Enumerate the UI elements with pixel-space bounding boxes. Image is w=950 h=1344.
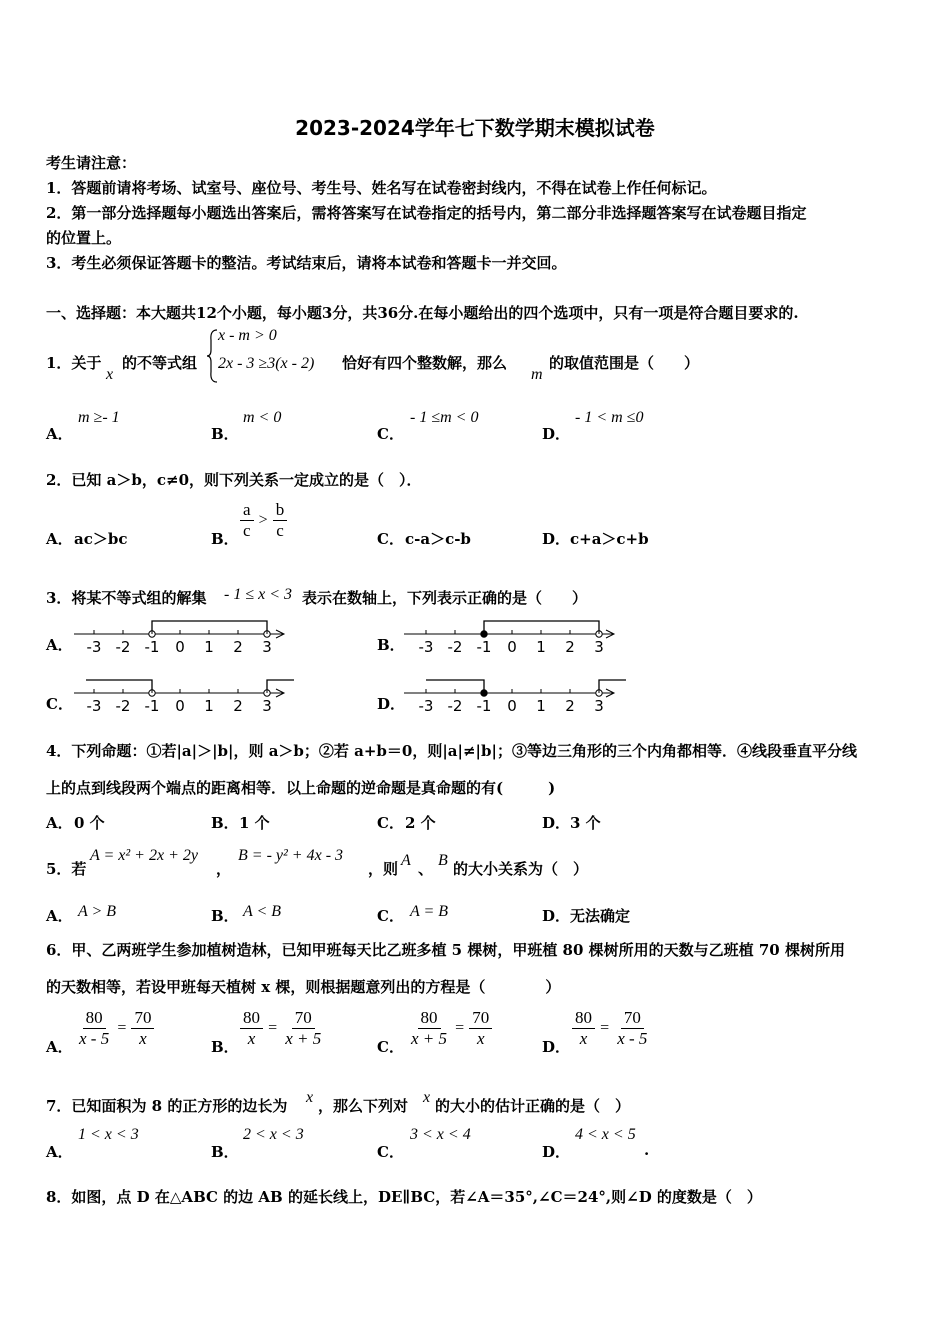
- notice-item-3: 3．考生必须保证答题卡的整洁。考试结束后，请将本试卷和答题卡一并交回。: [46, 254, 567, 272]
- q2-option-b-label[interactable]: B．: [211, 530, 239, 548]
- q5-expr-a: A = x² + 2x + 2y: [90, 847, 198, 864]
- tick-label: -1: [476, 697, 492, 715]
- tick-label: 3: [262, 638, 272, 656]
- q8-stem: 8．如图，点 D 在△ABC 的边 AB 的延长线上，DE∥BC，若∠A＝35°,∠C＝24°,则∠D 的度数是（ ）: [46, 1188, 762, 1206]
- q1-system-line2: 2x - 3 ≥3(x - 2): [218, 355, 315, 372]
- q6-stem-line1: 6．甲、乙两班学生参加植树造林，已知甲班每天比乙班多植 5 棵树，甲班植 80 棵树所用的天数与乙班植 70 棵树所用: [46, 941, 845, 959]
- q3-numberline-d: [400, 673, 630, 717]
- tick-label: 0: [507, 638, 517, 656]
- q5-var-b: B: [438, 852, 448, 869]
- tick-label: 1: [204, 697, 214, 715]
- tick-label: 1: [536, 697, 546, 715]
- q2-option-d-label[interactable]: D．: [542, 530, 571, 548]
- q7-option-c-label[interactable]: C．: [377, 1143, 404, 1161]
- q7-prefix: 7．已知面积为 8 的正方形的边长为: [46, 1097, 288, 1115]
- q1-option-d-label[interactable]: D．: [542, 425, 571, 443]
- q5-option-d: 无法确定: [570, 907, 631, 925]
- notice-heading: 考生请注意：: [46, 154, 137, 172]
- notice-item-2-cont: 的位置上。: [46, 229, 122, 247]
- q5-prefix: 5．若: [46, 860, 87, 878]
- q3-option-a-label[interactable]: A．: [46, 636, 73, 654]
- q6-stem-line2: 的天数相等，若设甲班每天植树 x 棵，则根据题意列出的方程是（ ）: [46, 978, 561, 996]
- q5-option-d-label[interactable]: D．: [542, 907, 571, 925]
- q4-stem-line2: 上的点到线段两个端点的距离相等．以上命题的逆命题是真命题的有( ): [46, 779, 556, 797]
- tick-label: 2: [233, 638, 243, 656]
- q3-numberline-a: [70, 614, 295, 658]
- q5-option-b-label[interactable]: B．: [211, 907, 239, 925]
- q7-period: .: [644, 1141, 650, 1159]
- q7-var-x2: x: [423, 1089, 431, 1106]
- q5-option-a-label[interactable]: A．: [46, 907, 73, 925]
- q5-comma: ，: [216, 860, 232, 878]
- q5-expr-b: B = - y² + 4x - 3: [238, 847, 344, 864]
- tick-label: -2: [447, 638, 463, 656]
- q7-suffix: 的大小的估计正确的是（ ）: [435, 1097, 631, 1115]
- q6-option-a-label[interactable]: A．: [46, 1038, 73, 1056]
- q7-option-b: 2 < x < 3: [243, 1126, 304, 1143]
- q7-mid: ，那么下列对: [318, 1097, 409, 1115]
- q2-option-d: c+a＞c+b: [570, 530, 649, 548]
- tick-label: -3: [86, 697, 102, 715]
- section-heading: 一、选择题：本大题共12个小题，每小题3分，共36分.在每小题给出的四个选项中，只有一项是符合题目要求的.: [46, 304, 799, 322]
- q3-stem-a: 3．将某不等式组的解集: [46, 589, 207, 607]
- tick-label: -3: [418, 638, 434, 656]
- tick-label: -1: [144, 697, 160, 715]
- tick-label: 0: [507, 697, 517, 715]
- q1-suffix: 的取值范围是（ ）: [549, 354, 700, 372]
- q3-option-d-label[interactable]: D．: [377, 695, 406, 713]
- tick-label: -2: [447, 697, 463, 715]
- q5-mid: ，则: [368, 860, 399, 878]
- q1-var-m: m: [531, 366, 543, 383]
- q1-prefix: 1．关于: [46, 354, 102, 372]
- q5-suffix: 的大小关系为（ ）: [453, 860, 589, 878]
- q5-option-c: A = B: [410, 903, 449, 920]
- q6-option-d: $\frac{80}{x}$ = $\frac{70}{x - 5}$: [572, 1008, 650, 1049]
- q3-numberline-c: [70, 673, 300, 717]
- tick-label: 3: [594, 697, 604, 715]
- q5-sep: 、: [418, 860, 434, 878]
- q1-option-a: m ≥- 1: [78, 409, 120, 426]
- notice-item-2: 2．第一部分选择题每小题选出答案后，需将答案写在试卷指定的括号内，第二部分非选择题答案写在试卷题目指定: [46, 204, 807, 222]
- q3-stem-b: 表示在数轴上，下列表示正确的是（ ）: [302, 589, 588, 607]
- tick-label: 1: [204, 638, 214, 656]
- q6-option-a: $\frac{80}{x - 5}$ = $\frac{70}{x}$: [76, 1008, 154, 1049]
- q7-option-d: 4 < x < 5: [575, 1126, 636, 1143]
- q2-option-a: ac＞bc: [74, 530, 128, 548]
- q2-option-a-label[interactable]: A．: [46, 530, 73, 548]
- q5-option-b: A < B: [243, 903, 282, 920]
- tick-label: 0: [175, 638, 185, 656]
- tick-label: -3: [86, 638, 102, 656]
- q2-option-b: $\frac{a}{c}$ > $\frac{b}{c}$: [240, 500, 287, 541]
- q1-var-x: x: [106, 366, 114, 383]
- q7-option-c: 3 < x < 4: [410, 1126, 471, 1143]
- q5-option-c-label[interactable]: C．: [377, 907, 404, 925]
- q7-option-a: 1 < x < 3: [78, 1126, 139, 1143]
- q3-option-b-label[interactable]: B．: [377, 636, 405, 654]
- q5-var-a: A: [401, 852, 411, 869]
- q4-option-a: 0 个: [74, 814, 105, 832]
- tick-label: 0: [175, 697, 185, 715]
- q1-option-c: - 1 ≤m < 0: [410, 409, 479, 426]
- q3-numberline-b: [400, 614, 625, 658]
- tick-label: 2: [565, 638, 575, 656]
- q6-option-d-label[interactable]: D．: [542, 1038, 571, 1056]
- q4-option-a-label[interactable]: A．: [46, 814, 73, 832]
- q6-option-c: $\frac{80}{x + 5}$ = $\frac{70}{x}$: [408, 1008, 492, 1049]
- q4-option-d-label[interactable]: D．: [542, 814, 571, 832]
- q1-system-line1: x - m > 0: [218, 327, 277, 344]
- q7-option-b-label[interactable]: B．: [211, 1143, 239, 1161]
- q1-option-d: - 1 < m ≤0: [575, 409, 644, 426]
- q1-mid2: 恰好有四个整数解，那么: [342, 354, 508, 372]
- q1-option-c-label[interactable]: C．: [377, 425, 404, 443]
- notice-item-1: 1．答题前请将考场、试室号、座位号、考生号、姓名写在试卷密封线内，不得在试卷上作任何标记。: [46, 179, 717, 197]
- tick-label: 2: [565, 697, 575, 715]
- tick-label: 3: [262, 697, 272, 715]
- q4-option-d: 3 个: [570, 814, 601, 832]
- q5-option-a: A > B: [78, 903, 117, 920]
- q2-option-c-label[interactable]: C．: [377, 530, 404, 548]
- q1-mid: 的不等式组: [122, 354, 198, 372]
- tick-label: -1: [144, 638, 160, 656]
- tick-label: 1: [536, 638, 546, 656]
- q6-option-b: $\frac{80}{x}$ = $\frac{70}{x + 5}$: [240, 1008, 324, 1049]
- tick-label: -2: [115, 697, 131, 715]
- q4-stem-line1: 4．下列命题：①若|a|＞|b|，则 a＞b；②若 a+b＝0，则|a|≠|b|；③等边三角形的三个内角都相等．④线段垂直平分线: [46, 742, 857, 760]
- q2-stem: 2．已知 a＞b，c≠0，则下列关系一定成立的是（ ）．: [46, 471, 422, 489]
- q7-option-a-label[interactable]: A．: [46, 1143, 73, 1161]
- q3-option-c-label[interactable]: C．: [46, 695, 73, 713]
- q4-option-c: 2 个: [405, 814, 436, 832]
- tick-label: -1: [476, 638, 492, 656]
- tick-label: -2: [115, 638, 131, 656]
- q1-option-a-label[interactable]: A．: [46, 425, 73, 443]
- q1-option-b: m < 0: [243, 409, 282, 426]
- q1-option-b-label[interactable]: B．: [211, 425, 239, 443]
- page-title: 2023-2024学年七下数学期末模拟试卷: [295, 116, 655, 140]
- q6-option-b-label[interactable]: B．: [211, 1038, 239, 1056]
- tick-label: 3: [594, 638, 604, 656]
- q2-option-c: c-a＞c-b: [405, 530, 471, 548]
- q4-option-c-label[interactable]: C．: [377, 814, 404, 832]
- q4-option-b-label[interactable]: B．: [211, 814, 239, 832]
- q6-option-c-label[interactable]: C．: [377, 1038, 404, 1056]
- q3-expr: - 1 ≤ x < 3: [224, 586, 293, 603]
- q7-option-d-label[interactable]: D．: [542, 1143, 571, 1161]
- tick-label: 2: [233, 697, 243, 715]
- tick-label: -3: [418, 697, 434, 715]
- q7-var-x1: x: [306, 1089, 314, 1106]
- q4-option-b: 1 个: [239, 814, 270, 832]
- q1-brace: [205, 328, 219, 384]
